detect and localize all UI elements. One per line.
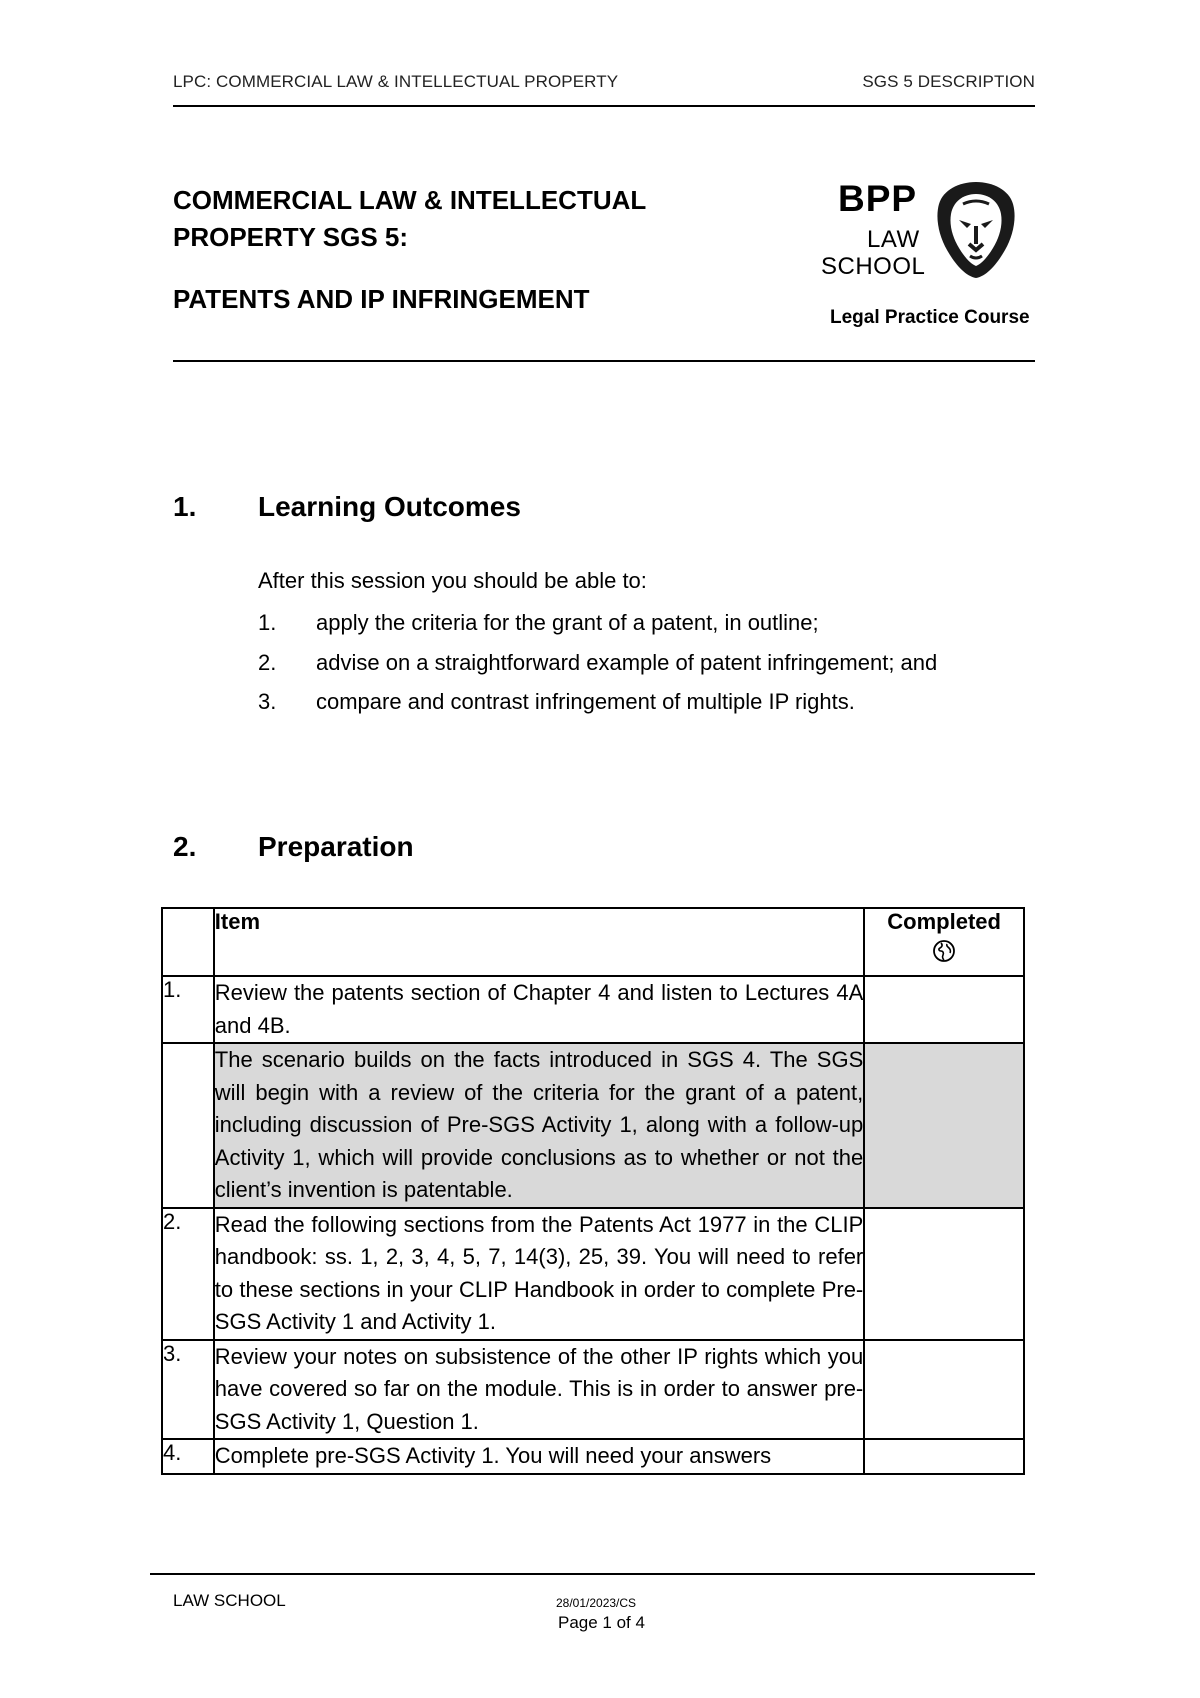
logo-caption: Legal Practice Course bbox=[830, 307, 1030, 328]
row-number: 2. bbox=[162, 1208, 214, 1340]
list-item bbox=[258, 610, 937, 650]
row-text: Review the patents section of Chapter 4 and listen to Lectures 4A and 4B. bbox=[214, 976, 864, 1043]
list-item bbox=[258, 689, 937, 729]
logo-school-text: SCHOOL bbox=[821, 253, 926, 280]
row-completed-cell[interactable] bbox=[864, 1208, 1024, 1340]
page-number: Page 1 of 4 bbox=[558, 1613, 645, 1632]
row-text: Complete pre-SGS Activity 1. You will need your answers bbox=[214, 1439, 864, 1474]
row-completed-cell[interactable] bbox=[864, 1340, 1024, 1440]
bpp-logo bbox=[815, 178, 1035, 328]
row-number: 4. bbox=[162, 1439, 214, 1474]
table-row bbox=[162, 976, 1024, 1043]
footer-rule bbox=[150, 1573, 1035, 1575]
lion-icon bbox=[935, 180, 1017, 280]
list-item-number: 1. bbox=[258, 610, 277, 635]
title-rule bbox=[173, 360, 1035, 362]
completed-label: Completed bbox=[887, 909, 1001, 934]
section-title-learning: Learning Outcomes bbox=[258, 491, 521, 522]
row-text: The scenario builds on the facts introduced in SGS 4. The SGS will begin with a review of the criteria for the grant of a patent, including discussion of Pre-SGS Activity 1, along with a follow-up Activity 1, which will provide conclusions as to whether or not the client’s invention is patentable. bbox=[214, 1043, 864, 1208]
section-number-learning: 1. bbox=[173, 491, 197, 522]
document-title-line-1: COMMERCIAL LAW & INTELLECTUAL bbox=[173, 185, 647, 215]
row-completed-cell[interactable] bbox=[864, 1439, 1024, 1474]
logo-brand: BPP bbox=[838, 178, 918, 219]
list-item-text: advise on a straightforward example of patent infringement; and bbox=[316, 649, 938, 675]
header-cell-completed bbox=[864, 908, 1024, 976]
table-row bbox=[162, 1208, 1024, 1340]
document-subtitle: PATENTS AND IP INFRINGEMENT bbox=[173, 284, 590, 314]
footer-left: LAW SCHOOL bbox=[173, 1591, 286, 1610]
table-row bbox=[162, 1439, 1024, 1474]
header-rule bbox=[173, 105, 1035, 107]
running-header-left: LPC: COMMERCIAL LAW & INTELLECTUAL PROPERTY bbox=[173, 72, 619, 91]
table-header-row bbox=[162, 908, 1024, 976]
section-number-preparation: 2. bbox=[173, 831, 197, 862]
footer-date: 28/01/2023/CS bbox=[556, 1596, 637, 1610]
document-title-line-2: PROPERTY SGS 5: bbox=[173, 222, 409, 252]
list-item-number: 3. bbox=[258, 689, 277, 714]
table-row bbox=[162, 1340, 1024, 1440]
header-cell-number bbox=[162, 908, 214, 976]
list-item bbox=[258, 650, 937, 690]
row-text: Review your notes on subsistence of the other IP rights which you have covered so far on the module. This is in order to answer pre-SGS Activity 1, Question 1. bbox=[214, 1340, 864, 1440]
globe-icon bbox=[932, 939, 956, 963]
list-item-text: apply the criteria for the grant of a patent, in outline; bbox=[316, 610, 819, 635]
header-cell-item: Item bbox=[214, 908, 864, 976]
row-completed-cell[interactable] bbox=[864, 976, 1024, 1043]
row-number: 3. bbox=[162, 1340, 214, 1440]
list-item-number: 2. bbox=[258, 649, 277, 675]
row-number: 1. bbox=[162, 976, 214, 1043]
section-title-preparation: Preparation bbox=[258, 831, 414, 862]
learning-intro: After this session you should be able to: bbox=[258, 568, 647, 593]
preparation-table bbox=[161, 907, 1025, 1475]
preparation-table-wrapper bbox=[150, 900, 1035, 1571]
row-completed-cell bbox=[864, 1043, 1024, 1208]
logo-law-text: LAW bbox=[867, 226, 920, 253]
list-item-text: compare and contrast infringement of multiple IP rights. bbox=[316, 689, 855, 714]
learning-outcomes-list bbox=[258, 610, 937, 729]
row-number bbox=[162, 1043, 214, 1208]
table-row-shaded bbox=[162, 1043, 1024, 1208]
running-header-right: SGS 5 DESCRIPTION bbox=[862, 72, 1035, 91]
row-text: Read the following sections from the Patents Act 1977 in the CLIP handbook: ss. 1, 2, 3, 4, 5, 7, 14(3), 25, 39. You will need to refer to these sections in your CLIP Handbook in order to complete Pre-SGS Activity 1 and Activity 1. bbox=[214, 1208, 864, 1340]
